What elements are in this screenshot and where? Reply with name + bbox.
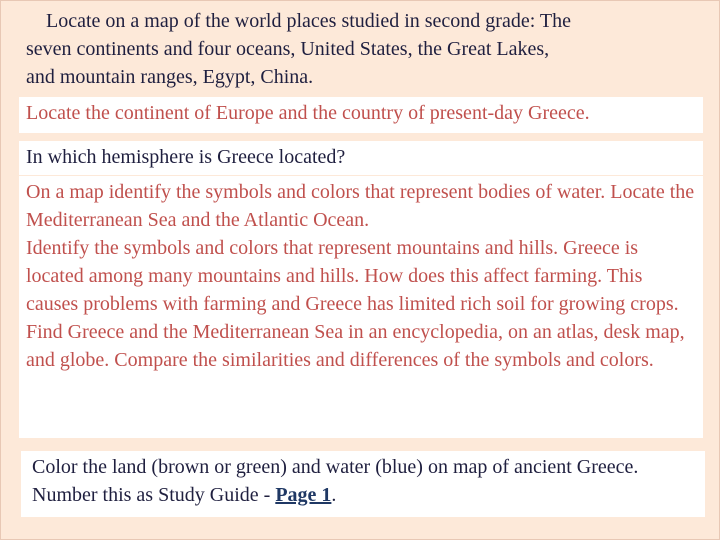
mountain-symbols-paragraph: Identify the symbols and colors that represent mountains and hills. Greece is located among many mountains and hills. How does this affect farming. This causes problems with farming and Greece has limited rich soil for growing crops. [26, 237, 679, 315]
page-1-link[interactable]: Page 1 [275, 484, 332, 506]
compare-maps-paragraph: Find Greece and the Mediterranean Sea in an encyclopedia, on an atlas, desk map, and globe. Compare the similarities and differences of the symbols and colors. [26, 321, 685, 371]
hemisphere-question-text: In which hemisphere is Greece located? [26, 146, 346, 168]
coloring-end: . [331, 484, 337, 506]
coloring-instructions [21, 451, 705, 517]
coloring-text: Color the land (brown or green) and water (blue) on map of ancient Greece. Number this as Study Guide - [32, 456, 639, 506]
hemisphere-question [19, 141, 703, 175]
coloring-text-paragraph [32, 453, 699, 509]
standard-text [19, 5, 703, 93]
standard-line-1: Locate on a map of the world places studied in second grade: The [46, 10, 572, 32]
standard-line-3: and mountain ranges, Egypt, China. [26, 66, 314, 88]
standard-line-2: seven continents and four oceans, United States, the Great Lakes, [26, 38, 550, 60]
map-symbols-section [19, 176, 703, 438]
locate-task-text: Locate the continent of Europe and the country of present-day Greece. [26, 102, 590, 124]
locate-task [19, 97, 703, 133]
water-symbols-paragraph: On a map identify the symbols and colors that represent bodies of water. Locate the Mediterranean Sea and the Atlantic Ocean. [26, 181, 695, 231]
